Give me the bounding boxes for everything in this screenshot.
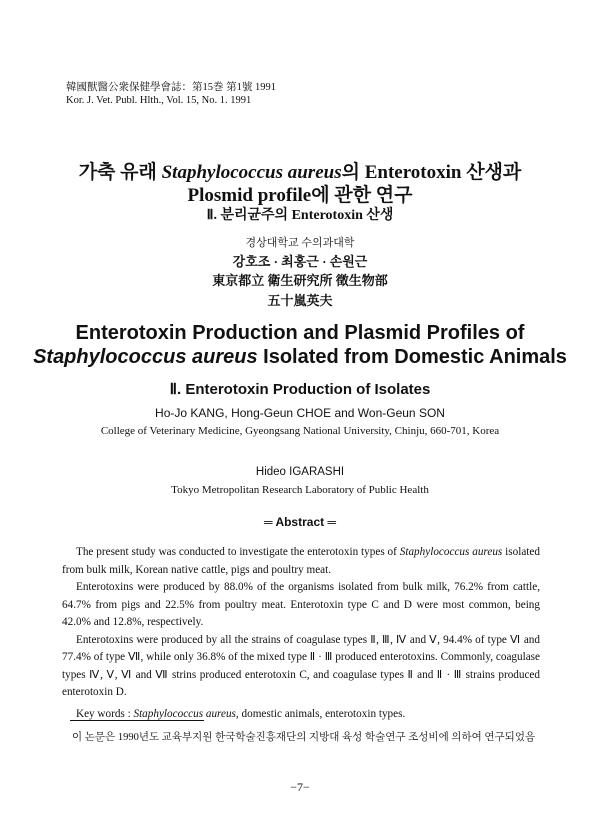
author-names: Ho-Jo KANG, Hong-Geun CHOE and Won-Geun SON <box>155 406 445 420</box>
footnote: 이 논문은 1990년도 교육부지원 한국학술진흥재단의 지방대 육성 학술연구 조성비에 의하여 연구되었음 <box>72 732 536 743</box>
abstract-paragraph-1: The present study was conducted to investigate the enterotoxin types of Staphylococcus aureus isolated from bulk milk, Korean native cattle, pigs and poultry meat. <box>62 546 540 576</box>
english-subtitle: Ⅱ. Enterotoxin Production of Isolates <box>169 381 431 398</box>
english-title-line1: Enterotoxin Production and Plasmid Profiles of <box>75 322 525 344</box>
journal-citation-korean: 韓國獸醫公衆保健學會誌：第15巻 第1號 1991 <box>66 82 276 93</box>
footnote-divider <box>70 720 204 721</box>
korean-title-line2: Plosmid profile에 관한 연구 <box>187 185 413 206</box>
abstract-paragraph-3: Enterotoxins were produced by all the strains of coagulase types Ⅱ, Ⅲ, Ⅳ and Ⅴ, 94.4% of type Ⅵ and 77.4% of type Ⅶ, while only 36.8% of the mixed type Ⅱ · Ⅲ produced enterotoxins. Commonly, coagulase types Ⅳ, Ⅴ, Ⅵ and Ⅶ strins produced enterotoxin C, and coagulase types Ⅱ and Ⅱ · Ⅲ strains produced enterotoxin D. <box>62 633 540 698</box>
author-affiliation: College of Veterinary Medicine, Gyeongsang National University, Chinju, 660-701, Korea <box>100 425 500 437</box>
abstract-paragraph-2: Enterotoxins were produced by 88.0% of the organisms isolated from bulk milk, 76.2% from cattle, 64.7% from pigs and 22.5% from poultry meat. Enterotoxin type C and D were most common, being 42.0% and 12.8%, respectively. <box>62 581 540 628</box>
abstract-body <box>62 544 540 723</box>
keywords: Key words : Staphylococcus aureus, domestic animals, enterotoxin types. <box>76 707 406 720</box>
japanese-author: 五十嵐英夫 <box>267 293 333 308</box>
author-affiliation-2: Tokyo Metropolitan Research Laboratory of Public Health <box>171 484 429 496</box>
japanese-institution: 東京都立 衛生研究所 徵生物部 <box>212 273 388 288</box>
journal-citation-english: Kor. J. Vet. Publ. Hlth., Vol. 15, No. 1. 1991 <box>66 95 252 106</box>
author-name-2: Hideo IGARASHI <box>255 466 345 478</box>
korean-title-line1: 가축 유래 Staphylococcus aureus의 Enterotoxin 산생과 <box>78 162 522 183</box>
english-title-line2: Staphylococcus aureus Isolated from Domestic Animals <box>33 346 567 368</box>
korean-institution: 경상대학교 수의과대학 <box>245 237 355 249</box>
korean-subtitle: Ⅱ. 분리균주의 Enterotoxin 산생 <box>206 208 394 223</box>
korean-authors: 강호조 · 최홍근 · 손원근 <box>232 254 368 269</box>
abstract-heading: ═ Abstract ═ <box>264 515 336 529</box>
page-number: −7− <box>290 780 310 794</box>
